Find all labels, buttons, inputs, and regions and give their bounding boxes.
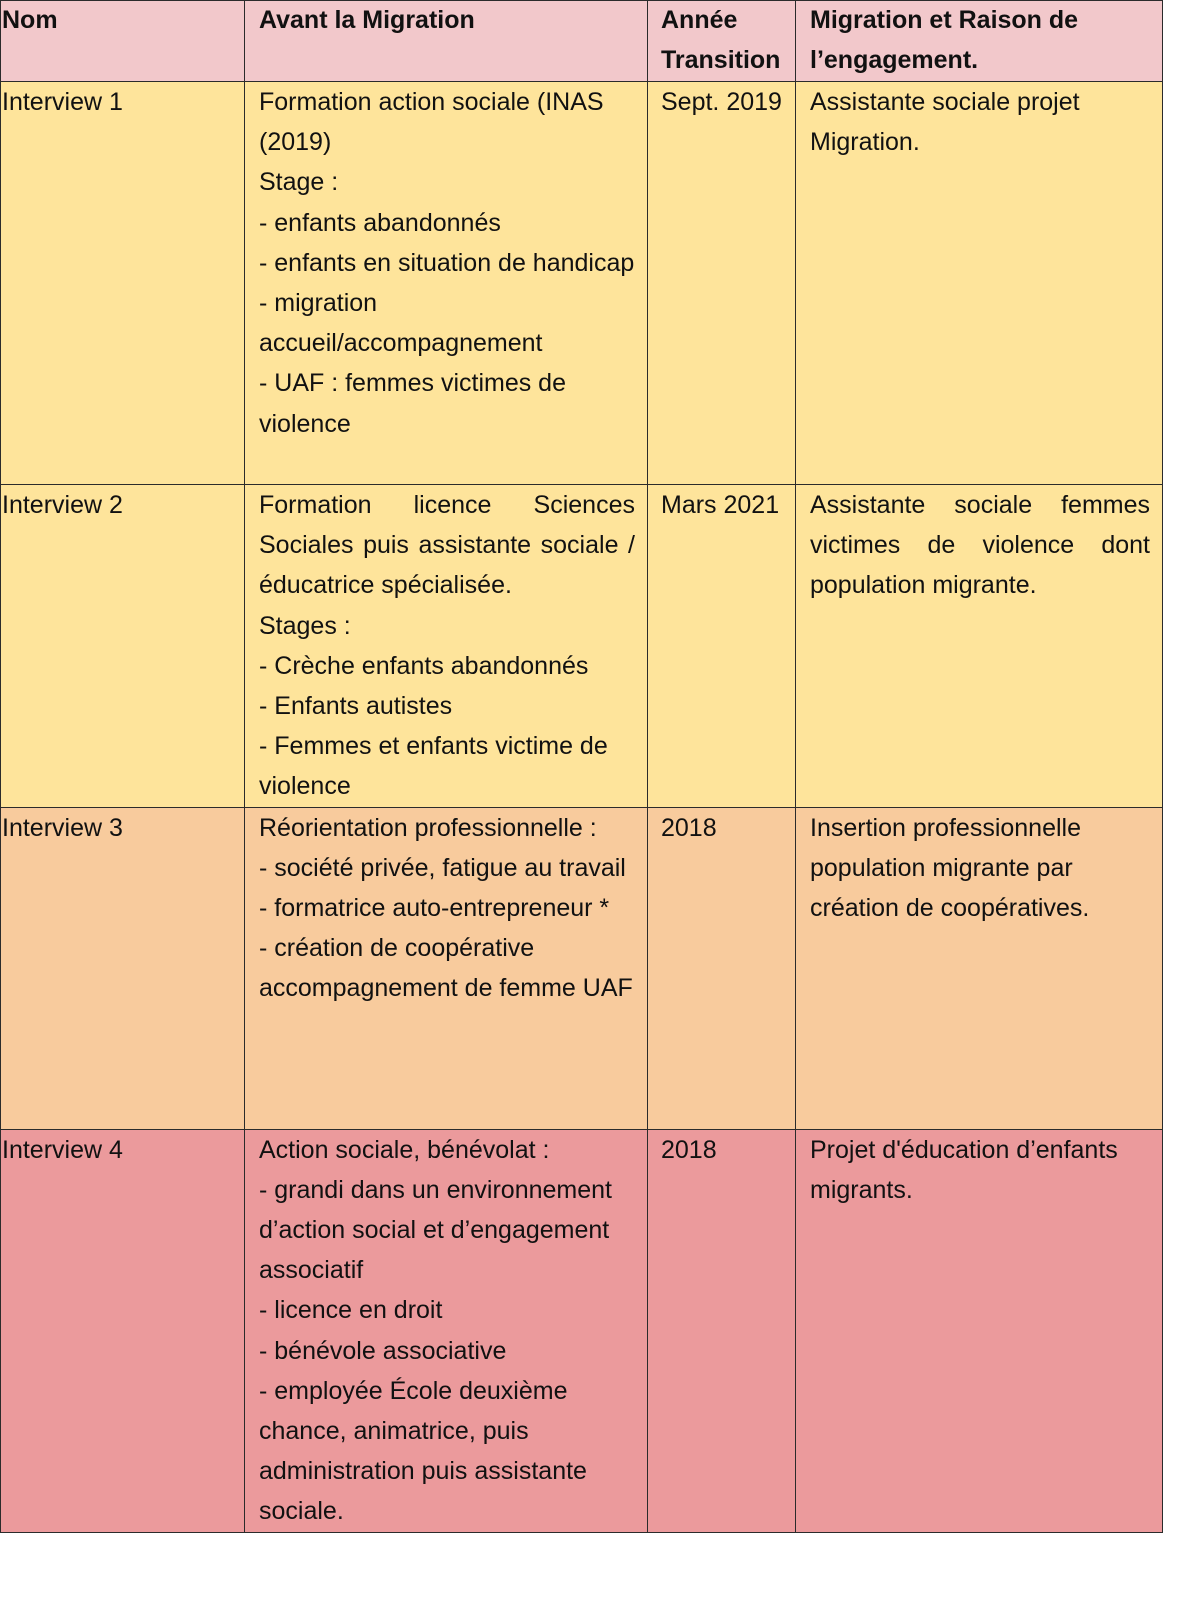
table-row [1,1129,1163,1532]
cell-avant-migration [245,82,648,485]
cell-migration-raison: Insertion professionnelle population migrante par création de coopératives. [796,807,1163,1129]
cell-nom: Interview 1 [1,82,245,485]
avant-line: Action sociale, bénévolat : [259,1135,550,1164]
avant-line: - licence en droit [259,1296,443,1325]
header-annee-transition: Année Transition [648,1,796,82]
table-row [1,82,1163,485]
table-row [1,807,1163,1129]
avant-line: - Femmes et enfants victime de violence [259,732,608,801]
avant-line: Formation action sociale (INAS (2019) [259,88,604,157]
avant-line: - migration accueil/accompagnement [259,289,543,358]
avant-line: - formatrice auto-entrepreneur * [259,894,610,923]
avant-line: - UAF : femmes victimes de violence [259,369,566,438]
avant-line: - bénévole associative [259,1336,507,1365]
cell-migration-raison: Projet d'éducation d’enfants migrants. [796,1129,1163,1532]
cell-annee-transition: Mars 2021 [648,485,796,808]
avant-line: - Crèche enfants abandonnés [259,651,589,680]
avant-line: - société privée, fatigue au travail [259,853,626,882]
avant-line: Stage : [259,168,339,197]
avant-line: - enfants abandonnés [259,208,501,237]
header-migration-raison: Migration et Raison de l’engagement. [796,1,1163,82]
avant-line: - employée École deuxième chance, animatrice, puis administration puis assistante sociale. [259,1376,587,1526]
cell-annee-transition: Sept. 2019 [648,82,796,485]
avant-line: - enfants en situation de handicap [259,248,635,277]
cell-migration-raison: Assistante sociale femmes victimes de violence dont population migrante. [796,485,1163,808]
cell-nom: Interview 2 [1,485,245,808]
avant-line: Réorientation professionnelle : [259,813,597,842]
cell-annee-transition: 2018 [648,807,796,1129]
avant-line: - Enfants autistes [259,692,453,721]
avant-line: Formation licence Sciences Sociales puis assistante sociale / éducatrice spécialisée. [259,491,635,600]
avant-line: - création de coopérative accompagnement de femme UAF [259,934,633,1003]
table-row [1,485,1163,808]
avant-line: Stages : [259,611,351,640]
cell-nom: Interview 4 [1,1129,245,1532]
cell-nom: Interview 3 [1,807,245,1129]
header-row [1,1,1163,82]
avant-line: - grandi dans un environnement d’action social et d’engagement associatif [259,1175,613,1285]
cell-avant-migration [245,485,648,808]
cell-avant-migration [245,807,648,1129]
cell-migration-raison: Assistante sociale projet Migration. [796,82,1163,485]
header-nom: Nom [1,1,245,82]
cell-annee-transition: 2018 [648,1129,796,1532]
cell-avant-migration [245,1129,648,1532]
header-avant-migration: Avant la Migration [245,1,648,82]
